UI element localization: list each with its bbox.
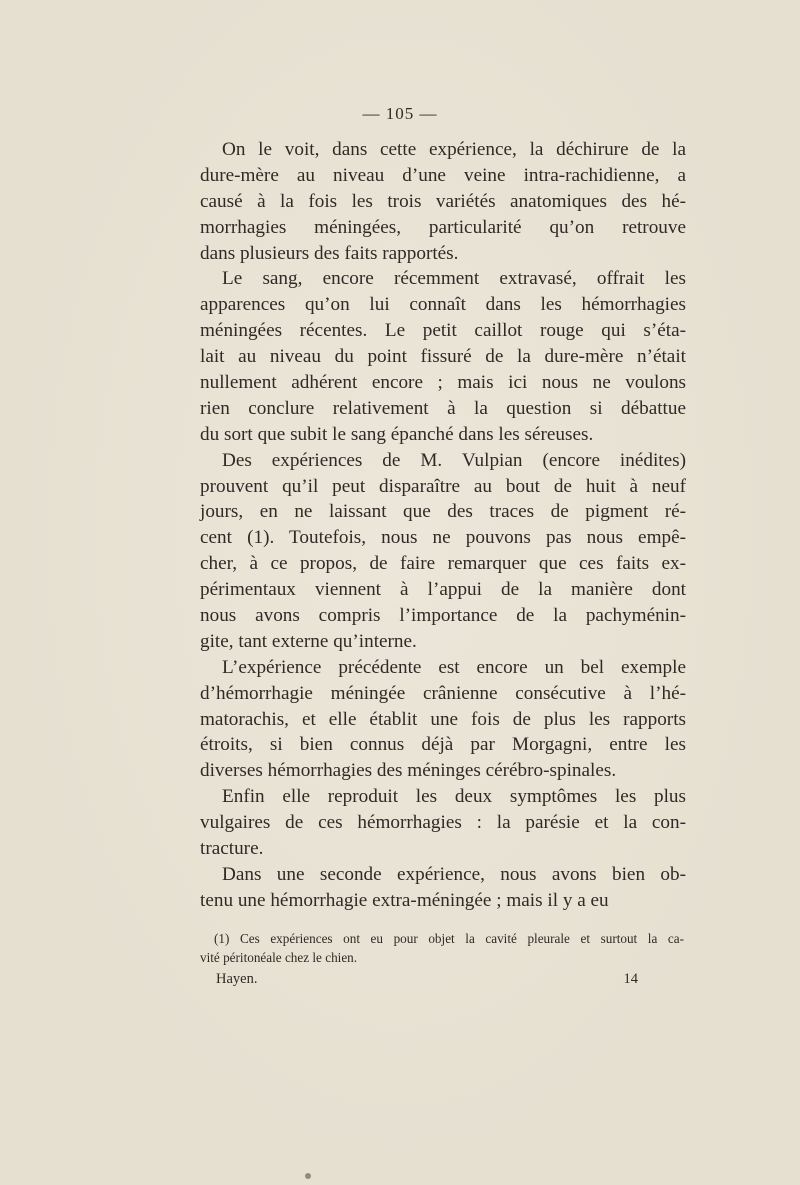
text-line: causé à la fois les trois variétés anatomiques des hé- (200, 190, 686, 212)
text-line: nullement adhérent encore ; mais ici nous ne voulons (200, 372, 686, 394)
text-line: cent (1). Toutefois, nous ne pouvons pas nous empê- (200, 527, 686, 549)
text-line: d’hémorrhagie méningée crânienne consécutive à l’hé- (200, 682, 686, 704)
footnote-line: vité péritonéale chez le chien. (200, 949, 358, 965)
body-text (200, 137, 686, 914)
text-line: dure-mère au niveau d’une veine intra-rachidienne, a (200, 164, 686, 186)
text-line: morrhagies méningées, particularité qu’on retrouve (200, 216, 686, 238)
text-line: vulgaires de ces hémorrhagies : la parésie et la con- (200, 812, 686, 834)
text-line: gite, tant externe qu’interne. (200, 630, 417, 652)
text-line: prouvent qu’il peut disparaître au bout de huit à neuf (200, 475, 686, 497)
text-line: du sort que subit le sang épanché dans les séreuses. (200, 423, 594, 445)
text-line: Enfin elle reproduit les deux symptômes les plus (222, 786, 686, 808)
sheet-number: 14 (623, 971, 638, 987)
text-line: rien conclure relativement à la question si débattue (200, 397, 686, 419)
text-line: périmentaux viennent à l’appui de la manière dont (200, 579, 686, 601)
author-signature: Hayen. (216, 971, 258, 987)
text-line: L’expérience précédente est encore un bel exemple (222, 656, 686, 678)
text-line: Des expériences de M. Vulpian (encore inédites) (222, 449, 686, 471)
footnote (200, 930, 684, 967)
text-line: dans plusieurs des faits rapportés. (200, 242, 459, 264)
text-line: nous avons compris l’importance de la pachyménin- (200, 605, 686, 627)
text-line: jours, en ne laissant que des traces de pigment ré- (200, 501, 686, 523)
text-line: Dans une seconde expérience, nous avons bien ob- (222, 863, 686, 885)
text-line: Le sang, encore récemment extravasé, offrait les (222, 268, 686, 290)
paragraph (200, 137, 686, 266)
text-line: On le voit, dans cette expérience, la déchirure de la (222, 139, 686, 160)
text-line: étroits, si bien connus déjà par Morgagni, entre les (200, 734, 686, 756)
footnote-line: (1) Ces expériences ont eu pour objet la cavité pleurale et surtout la ca- (214, 931, 684, 946)
text-line: lait au niveau du point fissuré de la dure-mère n’était (200, 346, 686, 368)
text-line: tracture. (200, 838, 264, 860)
text-line: matorachis, et elle établit une fois de plus les rapports (200, 708, 686, 730)
text-line: diverses hémorrhagies des méninges cérébro-spinales. (200, 760, 617, 782)
text-line: tenu une hémorrhagie extra-méningée ; mais il y a eu (200, 889, 609, 911)
ink-blot-mark (305, 1173, 311, 1179)
paragraph (200, 862, 686, 914)
paragraph (200, 448, 686, 655)
text-line: apparences qu’on lui connaît dans les hémorrhagies (200, 294, 686, 316)
paragraph (200, 784, 686, 862)
paragraph (200, 655, 686, 784)
text-line: méningées récentes. Le petit caillot rouge qui s’éta- (200, 320, 686, 342)
paragraph (200, 266, 686, 447)
text-line: cher, à ce propos, de faire remarquer que ces faits ex- (200, 553, 686, 575)
running-head-page-number: — 105 — (362, 104, 438, 123)
